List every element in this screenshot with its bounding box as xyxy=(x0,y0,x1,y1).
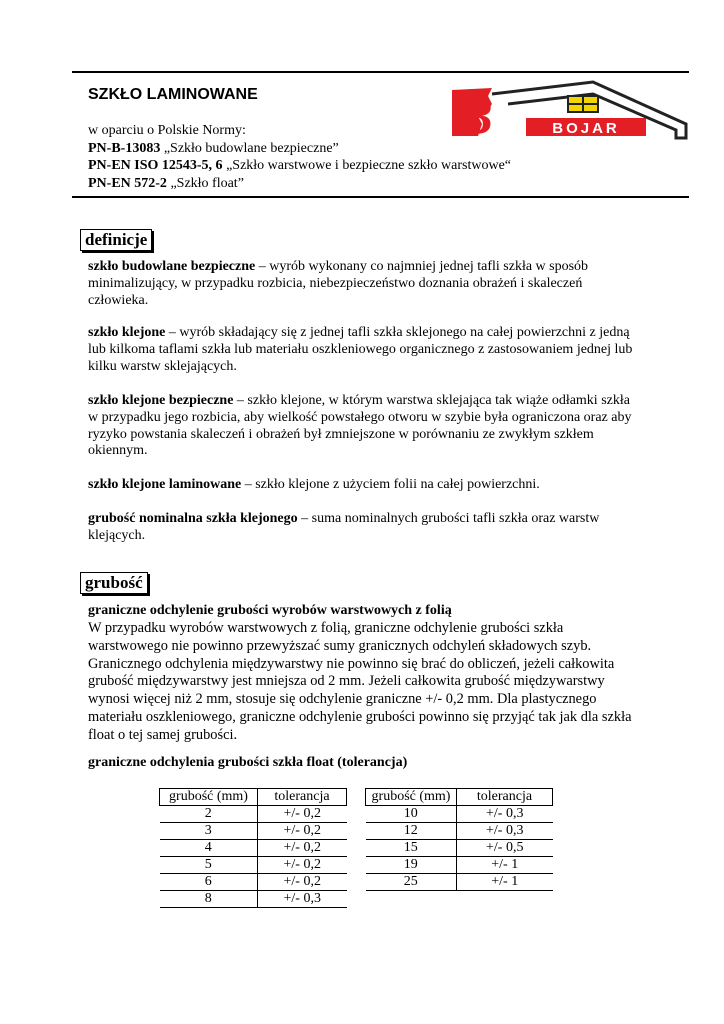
table-row xyxy=(366,806,553,823)
table-row xyxy=(160,806,347,823)
logo-letter-b: B xyxy=(458,89,493,142)
cell-tolerance: +/- 0,2 xyxy=(258,840,347,857)
table-row xyxy=(366,857,553,874)
cell-thickness: 15 xyxy=(366,840,457,857)
cell-thickness: 8 xyxy=(160,891,258,908)
definition-item: szkło klejone laminowane – szkło klejone z użyciem folii na całej powierzchni. xyxy=(88,477,540,492)
definition-item: szkło budowlane bezpieczne – wyrób wykonany co najmniej jednej tafli szkła w sposób minimalizujący, w przypadku rozbicia, niebezpieczeństwo doznania obrażeń i skaleczeń człowieka. xyxy=(88,259,589,308)
cell-thickness: 25 xyxy=(366,874,457,891)
cell-tolerance: +/- 0,2 xyxy=(258,806,347,823)
cell-thickness: 2 xyxy=(160,806,258,823)
table-row xyxy=(160,857,347,874)
cell-tolerance: +/- 0,5 xyxy=(457,840,553,857)
definition-item: grubość nominalna szkła klejonego – suma nominalnych grubości tafli szkła oraz warstw klejących. xyxy=(88,511,600,543)
norm-line: PN-B-13083 „Szkło budowlane bezpieczne” xyxy=(88,140,339,156)
cell-thickness: 5 xyxy=(160,857,258,874)
definition-item: szkło klejone bezpieczne – szkło klejone, w którym warstwa sklejająca tak wiąże odłamki szkła w przypadku jego rozbicia, aby wielkość powstałego otworu w szybie była ograniczona oraz aby ryzyko powstania skaleczeń i obrażeń był zmniejszone w porównaniu ze zwykłym szkłem okiennym. xyxy=(88,393,632,459)
col-header-tolerance: tolerancja xyxy=(258,789,347,806)
table-row xyxy=(366,823,553,840)
header-bottom-rule xyxy=(72,196,689,198)
cell-thickness: 12 xyxy=(366,823,457,840)
cell-tolerance: +/- 1 xyxy=(457,874,553,891)
cell-tolerance: +/- 0,2 xyxy=(258,874,347,891)
top-rule xyxy=(72,71,689,73)
definitions-heading: definicje xyxy=(80,229,152,251)
table-row xyxy=(160,891,347,908)
cell-tolerance: +/- 0,3 xyxy=(457,823,553,840)
thickness-subheading: graniczne odchylenie grubości wyrobów warstwowych z folią xyxy=(88,603,452,618)
col-header-tolerance: tolerancja xyxy=(457,789,553,806)
table-row xyxy=(160,823,347,840)
cell-thickness: 6 xyxy=(160,874,258,891)
page-title: SZKŁO LAMINOWANE xyxy=(88,86,258,103)
table-row xyxy=(366,874,553,891)
cell-thickness: 10 xyxy=(366,806,457,823)
definition-item: szkło klejone – wyrób składający się z jednej tafli szkła sklejonego na całej powierzchni z jedną lub kilkoma taflami szkła lub materiału oszkleniowego organicznego z zastosowaniem jednej lub kilku warstw sklejających. xyxy=(88,325,633,374)
norm-line: PN-EN 572-2 „Szkło float” xyxy=(88,175,244,191)
cell-tolerance: +/- 1 xyxy=(457,857,553,874)
cell-tolerance: +/- 0,3 xyxy=(258,891,347,908)
cell-tolerance: +/- 0,2 xyxy=(258,857,347,874)
thickness-paragraph: W przypadku wyrobów warstwowych z folią, graniczne odchylenie grubości szkła warstwowego nie powinno przewyższać sumy granicznych odchyleń składowych szyb. Granicznego odchylenia międzywarstwy nie powinno się brać do obliczeń, jeżeli całkowita grubość międzywarstwy jest mniejsza od 2 mm. Jeżeli całkowita grubość międzywarstwy wynosi więcej niż 2 mm, stosuje się odchylenie graniczne +/- 0,2 mm. Dla plastycznego materiału oszkleniowego, graniczne odchylenie grubości powinno się przyjąć tak jak dla szkła float o tej samej grubości. xyxy=(88,620,632,743)
norm-line: PN-EN ISO 12543-5, 6 „Szkło warstwowe i bezpieczne szkło warstwowe“ xyxy=(88,158,512,173)
cell-thickness: 4 xyxy=(160,840,258,857)
cell-tolerance: +/- 0,2 xyxy=(258,823,347,840)
table-row xyxy=(160,874,347,891)
cell-thickness: 3 xyxy=(160,823,258,840)
col-header-thickness: grubość (mm) xyxy=(366,789,457,806)
col-header-thickness: grubość (mm) xyxy=(160,789,258,806)
cell-tolerance: +/- 0,3 xyxy=(457,806,553,823)
norms-block xyxy=(88,122,511,192)
table-row xyxy=(366,840,553,857)
cell-thickness: 19 xyxy=(366,857,457,874)
norms-intro: w oparciu o Polskie Normy: xyxy=(88,123,246,138)
tolerance-table-left xyxy=(159,788,347,908)
table-row xyxy=(160,840,347,857)
thickness-heading: grubość xyxy=(80,572,148,594)
table-title: graniczne odchylenia grubości szkła float (tolerancja) xyxy=(88,755,408,770)
tolerance-table-right xyxy=(365,788,553,891)
logo-text: BOJAR xyxy=(552,120,620,137)
